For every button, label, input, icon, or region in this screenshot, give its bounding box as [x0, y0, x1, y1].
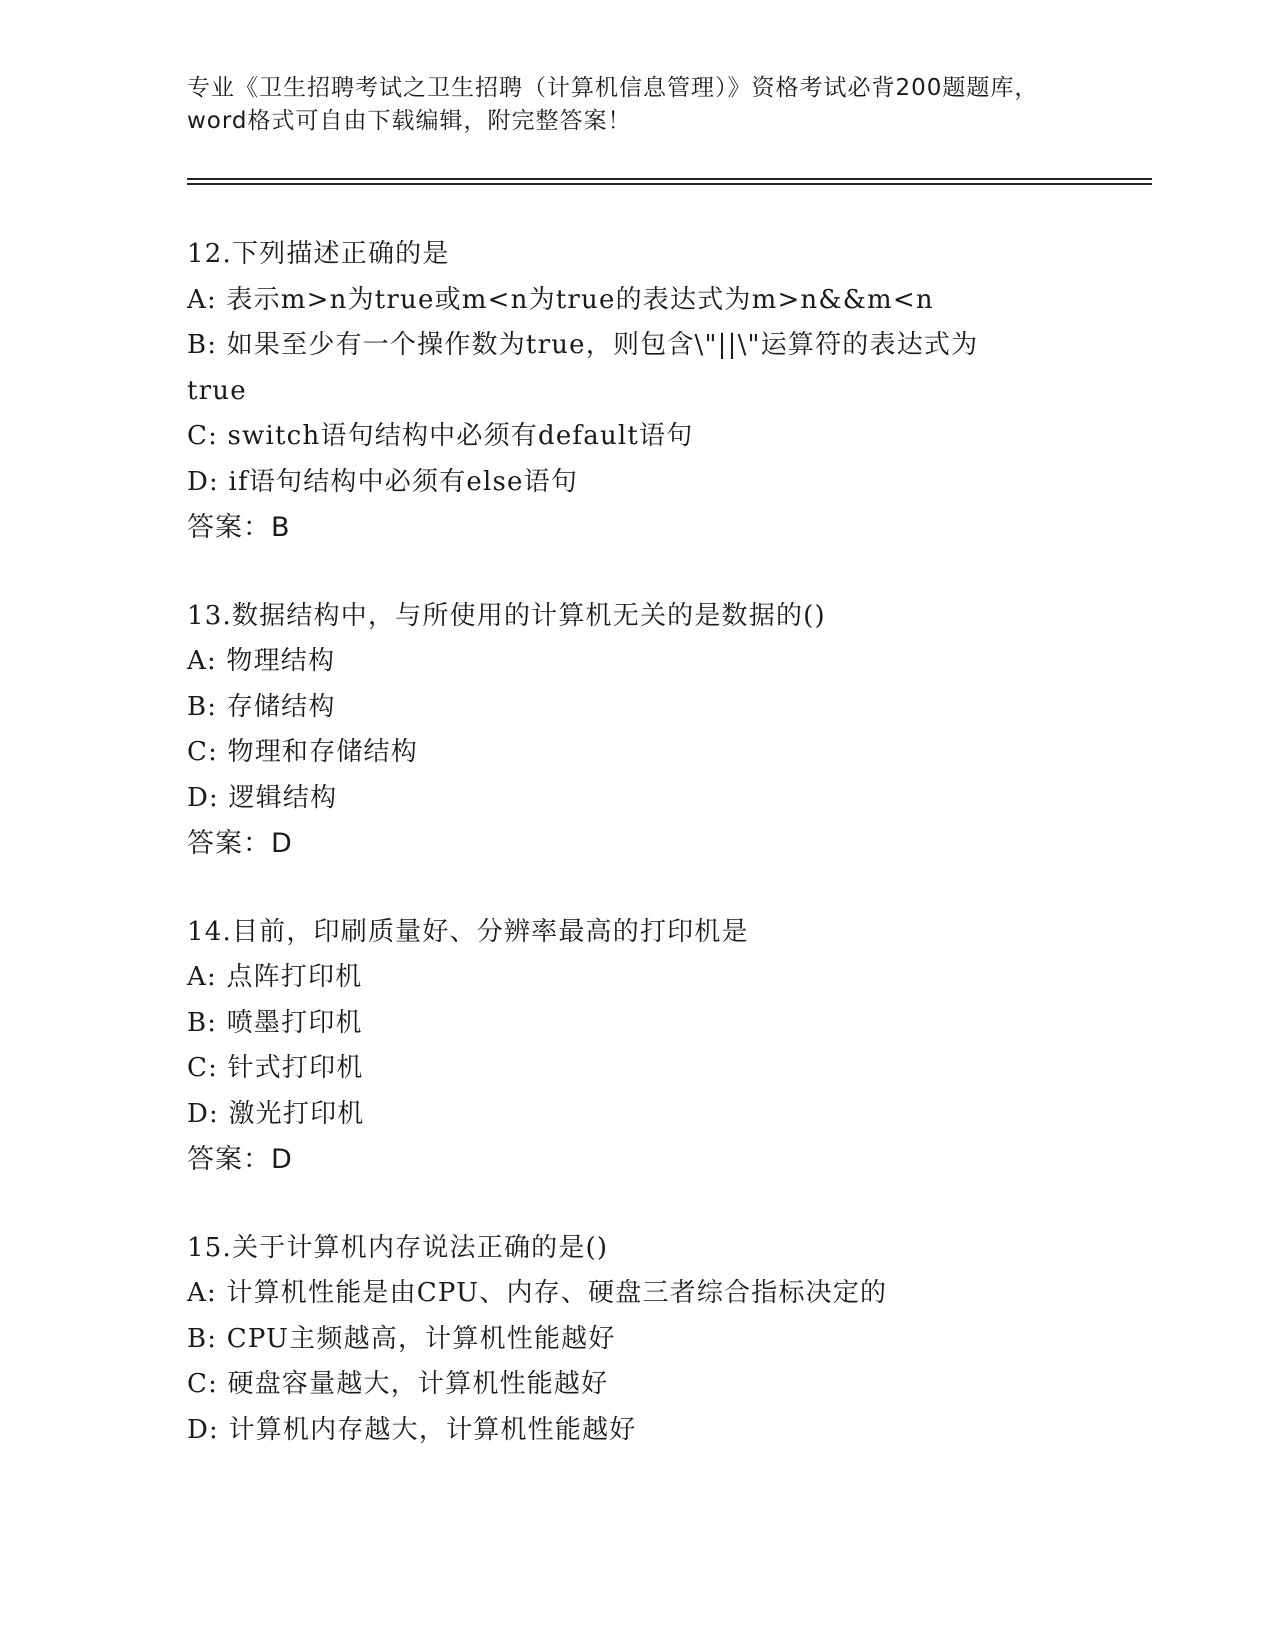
- option-d: D: 逻辑结构: [187, 782, 338, 813]
- header-title-line-1: 专业《卫生招聘考试之卫生招聘（计算机信息管理）》资格考试必背200题题库，: [187, 75, 1039, 101]
- option-d: D: if语句结构中必须有else语句: [187, 466, 579, 497]
- option-b: B: 如果至少有一个操作数为true，则包含\"||\"运算符的表达式为: [187, 330, 979, 360]
- question-13: [187, 594, 1147, 867]
- option-a: A: 物理结构: [187, 646, 336, 676]
- header-divider-top: [187, 178, 1152, 180]
- option-a: A: 点阵打印机: [187, 962, 363, 992]
- question-14: [187, 910, 1147, 1183]
- option-b-continuation: true: [187, 375, 247, 406]
- document-header: [187, 72, 1087, 138]
- option-a: A: 表示m>n为true或m<n为true的表达式为m>n&&m<n: [187, 284, 934, 315]
- question-15: [187, 1226, 1147, 1454]
- question-list: [187, 232, 1147, 1496]
- option-c: C: 硬盘容量越大，计算机性能越好: [187, 1369, 609, 1399]
- header-divider-bottom: [187, 183, 1152, 185]
- option-c: C: 针式打印机: [187, 1053, 364, 1083]
- question-stem: 12.下列描述正确的是: [187, 239, 450, 269]
- option-d: D: 激光打印机: [187, 1098, 365, 1129]
- option-b: B: 喷墨打印机: [187, 1007, 363, 1038]
- option-b: B: CPU主频越高，计算机性能越好: [187, 1323, 616, 1354]
- question-12: [187, 232, 1147, 551]
- question-stem: 14.目前，印刷质量好、分辨率最高的打印机是: [187, 916, 749, 947]
- header-title-line-2: word格式可自由下载编辑，附完整答案！: [187, 108, 632, 134]
- answer: 答案：B: [187, 512, 291, 543]
- option-c: C: switch语句结构中必须有default语句: [187, 421, 694, 451]
- question-stem: 15.关于计算机内存说法正确的是(): [187, 1232, 609, 1263]
- question-stem: 13.数据结构中，与所使用的计算机无关的是数据的(): [187, 600, 826, 631]
- option-d: D: 计算机内存越大，计算机性能越好: [187, 1414, 637, 1445]
- option-c: C: 物理和存储结构: [187, 737, 418, 767]
- answer: 答案：D: [187, 828, 293, 859]
- answer: 答案：D: [187, 1144, 293, 1175]
- option-b: B: 存储结构: [187, 691, 336, 722]
- option-a: A: 计算机性能是由CPU、内存、硬盘三者综合指标决定的: [187, 1278, 888, 1308]
